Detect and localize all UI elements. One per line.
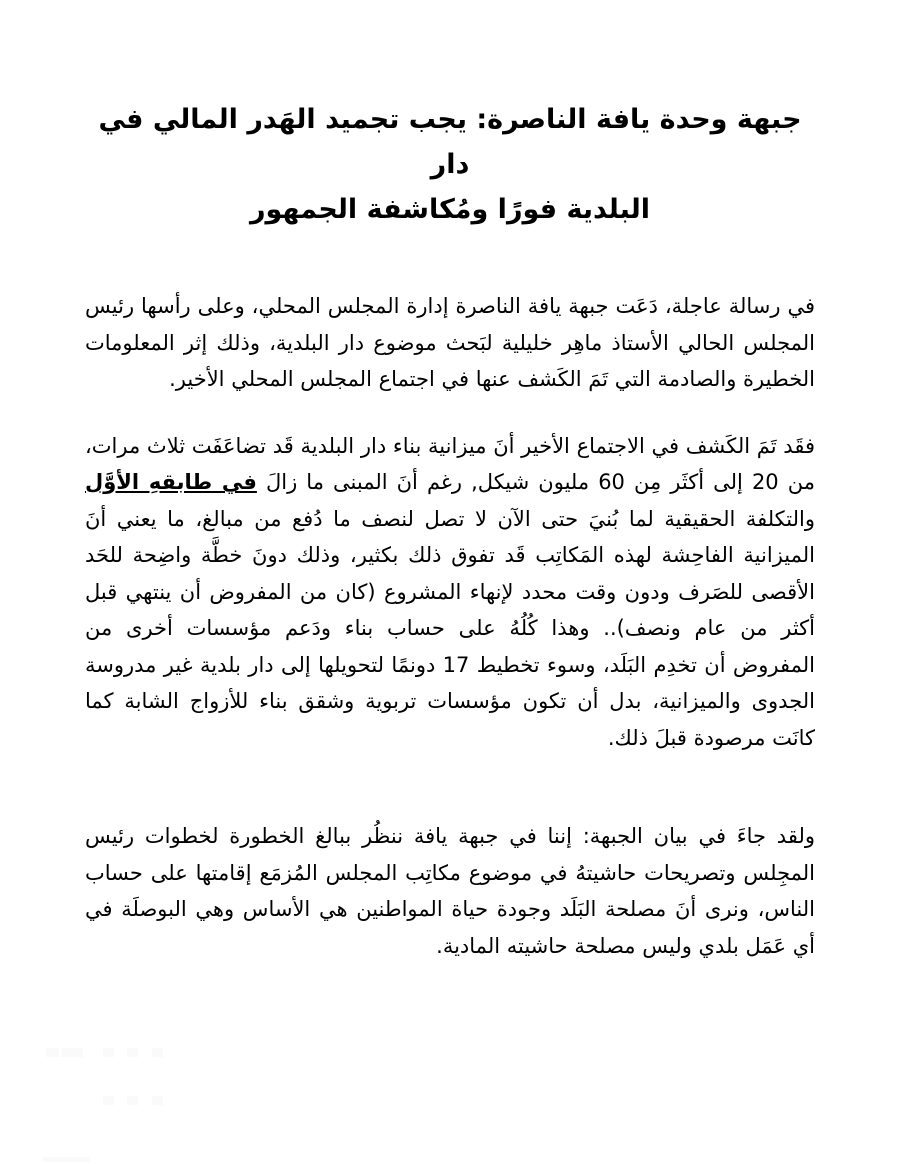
scan-artifact: [152, 1048, 163, 1057]
body-paragraphs: [85, 288, 815, 964]
article-title: [85, 97, 815, 232]
scan-artifact: [62, 1048, 83, 1057]
text-segment: والتكلفة الحقيقية لما بُنيَ حتى الآن لا تصل لنصف ما دُفع من مبالغ، ما يعني أنَ الميزانية الفاحِشة لهذه المَكاتِب قَد تفوق ذلك بكثير، وذلك دونَ خطَّة واضِحة للحَد الأقصى للصَرف ودون وقت محدد لإنهاء المشروع (كان من المفروض أن ينتهي قبل أكثر من عام ونصف).. وهذا كُلُهُ على حساب بناء ودَعم مؤسسات أخرى من المفروض أن تخدِم البَلَد، وسوء تخطيط 17 دونمًا لتحويلها إلى دار بلدية غير مدروسة الجدوى والميزانية، بدل أن تكون مؤسسات تربوية وشقق بناء للأزواج الشابة كما كانَت مرصودة قبلَ ذلك.: [85, 506, 816, 750]
text-segment: ولقد جاءَ في بيان الجبهة: إننا في جبهة يافة ننظُر ببالغ الخطورة لخطوات رئيس المجِلس وتصريحات حاشيتهُ في موضوع مكاتِب المجلس المُزمَع إقامتها على حساب الناس، ونرى أنَ مصلحة البَلَد وجودة حياة المواطنين هي الأساس وهي البوصلَة في أي عَمَل بلدي وليس مصلحة حاشيته المادية.: [85, 824, 815, 958]
scan-artifact: [127, 1096, 138, 1105]
text-segment: في رسالة عاجلة، دَعَت جبهة يافة الناصرة إدارة المجلس المحلي، وعلى رأسها رئيس المجلس الحالي الأستاذ ماهِر خليلية لبَحث موضوع دار البلدية، وذلك إثر المعلومات الخطيرة والصادمة التي تَمَ الكَشف عنها في اجتماع المجلس المحلي الأخير.: [85, 294, 815, 391]
scan-artifact: [46, 1048, 59, 1057]
highlighted-phrase: في طابقهِ الأوَّل: [85, 470, 257, 494]
paragraph-2: [85, 428, 815, 757]
title-line-1: جبهة وحدة يافة الناصرة: يجب تجميد الهَدر المالي في دار: [98, 104, 802, 180]
scan-artifact: [43, 1157, 90, 1162]
text-segment: فقَد تَمَ الكَشف في الاجتماع الأخير أنَ ميزانية بناء دار البلدية قَد تضاعَفَت ثلاث مرات، من 20 إلى أكثَر مِن 60 مليون شيكل, رغم أنَ المبنى ما زالَ: [85, 433, 815, 494]
title-line-2: البلدية فورًا ومُكاشفة الجمهور: [249, 194, 651, 225]
paragraph-3: [85, 818, 815, 964]
scan-artifact: [103, 1096, 114, 1105]
scan-artifact: [152, 1096, 163, 1105]
paragraph-1: [85, 288, 815, 398]
scan-artifact: [103, 1048, 114, 1057]
scan-artifact: [127, 1048, 138, 1057]
